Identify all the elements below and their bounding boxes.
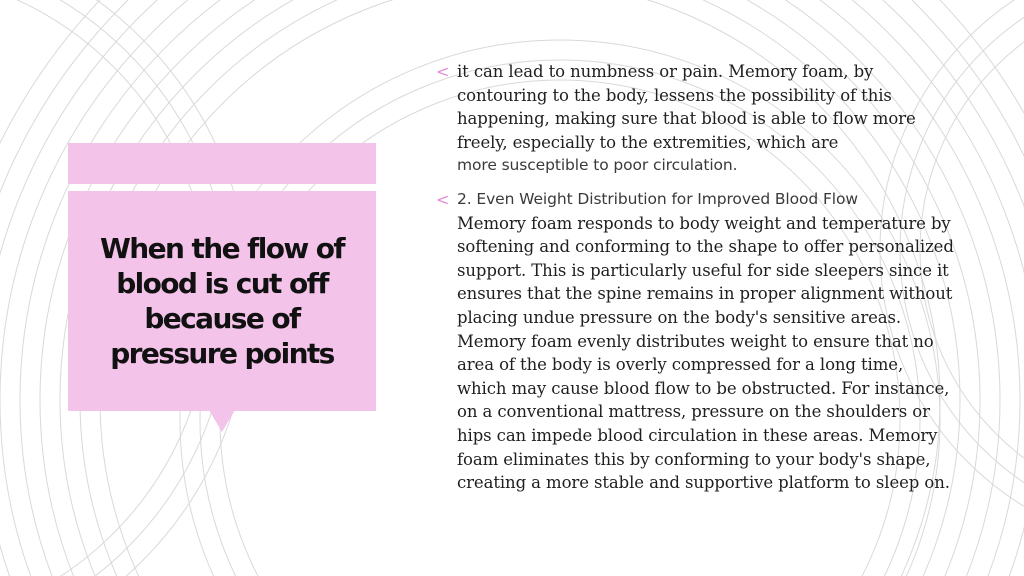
bullet-item <box>436 60 956 178</box>
bullet-text-tail: more susceptible to poor circulation. <box>457 156 738 175</box>
bullet-marker-icon: < <box>436 62 450 81</box>
decorative-header-bar <box>68 143 376 184</box>
callout-pointer <box>209 410 235 432</box>
bullet-text: it can lead to numbness or pain. Memory foam, by contouring to the body, lessens the possibility of this happening, making sure that blood is able to flow more freely, especially to the extremities, which are <box>457 62 916 152</box>
heading-callout <box>68 191 376 411</box>
bullet-text: Memory foam responds to body weight and temperature by softening and conforming to the shape to offer personalized support. This is particularly useful for side sleepers since it ensures that the spine remains in proper alignment without placing undue pressure on the body's sensitive areas. Memory foam evenly distributes weight to ensure that no area of the body is overly compressed for a long time, which may cause blood flow to be obstructed. For instance, on a conventional mattress, pressure on the shoulders or hips can impede blood circulation in these areas. Memory foam eliminates this by conforming to your body's shape, creating a more stable and supportive platform to sleep on. <box>457 213 954 493</box>
bullet-marker-icon: < <box>436 189 450 209</box>
bullet-title: 2. Even Weight Distribution for Improved Blood Flow <box>457 189 858 208</box>
slide-heading: When the flow of blood is cut off because of pressure points <box>100 232 344 370</box>
slide-content <box>436 60 956 495</box>
bullet-item <box>436 188 956 495</box>
